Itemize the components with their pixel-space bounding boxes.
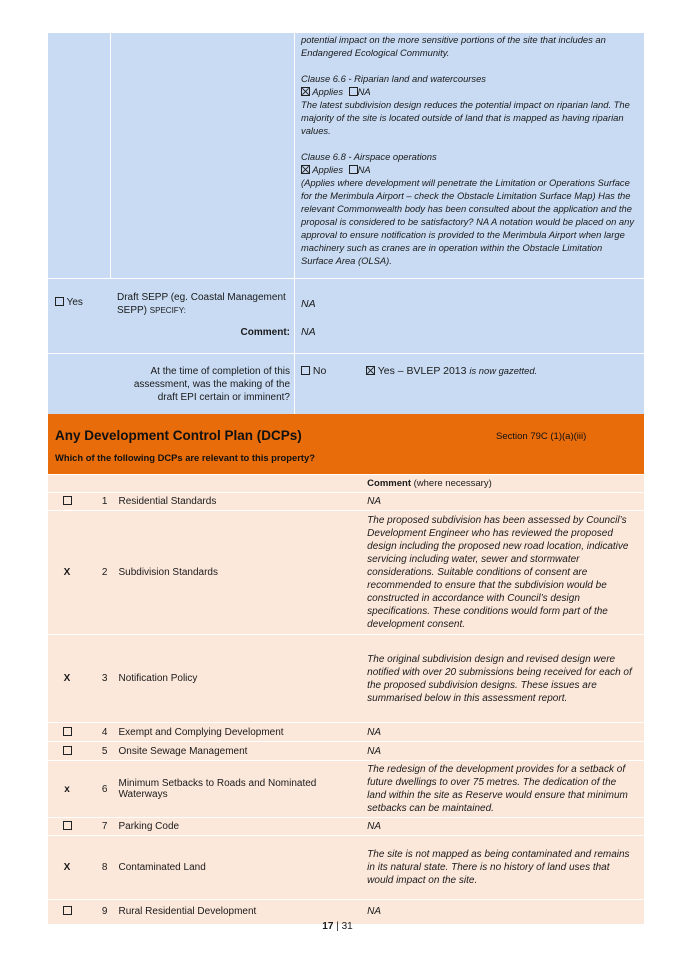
row-number: 4 — [86, 723, 115, 742]
page-separator: | — [336, 921, 339, 932]
page-footer — [0, 921, 675, 932]
row-comment: The original subdivision design and revised design were notified with over 20 submissions being received for each of the proposed subdivision designs. These issues are summarised below in this assessment report. — [358, 635, 644, 723]
dcp-question: Which of the following DCPs are relevant to this property? — [55, 452, 315, 463]
row-dcp-name: Minimum Setbacks to Roads and Nominated Waterways — [115, 761, 358, 818]
page-total: 31 — [341, 921, 353, 932]
applies-checked-checkbox[interactable] — [301, 165, 310, 174]
row-number: 8 — [86, 836, 115, 900]
epi-yes-option — [366, 365, 537, 377]
na-label: NA — [357, 164, 371, 175]
row-dcp-name: Residential Standards — [115, 493, 358, 511]
row-checkbox[interactable] — [63, 746, 72, 755]
table-row — [48, 742, 644, 761]
yes-answer-tail: is now gazetted. — [469, 365, 538, 376]
row-number: 1 — [86, 493, 115, 511]
row-comment: NA — [358, 818, 644, 836]
row-dcp-name: Contaminated Land — [115, 836, 358, 900]
yes-answer: Yes – BVLEP 2013 — [377, 365, 467, 377]
dcp-section-header — [48, 414, 644, 474]
row-comment: NA — [358, 900, 644, 924]
row-dcp-name: Subdivision Standards — [115, 511, 358, 635]
row-mark: x — [48, 761, 86, 818]
applies-checked-checkbox[interactable] — [301, 87, 310, 96]
row-number: 6 — [86, 761, 115, 818]
comment-header-bold: Comment — [367, 478, 411, 489]
table-row — [48, 511, 644, 635]
draft-sepp-yes — [55, 297, 83, 308]
specify-text: SPECIFY: — [149, 306, 186, 315]
row-comment: The redesign of the development provides for a setback of future dwellings to over 75 metres. The dedication of the land within the site as Reserve would ensure that minimum setbacks can be maintained. — [358, 761, 644, 818]
dcp-title: Any Development Control Plan (DCPs) — [55, 428, 302, 443]
yes-checkbox[interactable] — [55, 297, 64, 306]
clause-66-options — [301, 85, 636, 98]
row-mark: X — [48, 836, 86, 900]
no-checkbox[interactable] — [301, 366, 310, 375]
no-label: No — [312, 365, 327, 377]
clause-intro-paragraph: potential impact on the more sensitive portions of the site that includes an Endangered Ecological Community. — [301, 34, 606, 58]
row-dcp-name: Parking Code — [115, 818, 358, 836]
row-mark: X — [48, 635, 86, 723]
dcp-section-ref: Section 79C (1)(a)(iii) — [496, 431, 587, 442]
row-comment: NA — [358, 723, 644, 742]
row-checkbox[interactable] — [63, 496, 72, 505]
row-checkbox[interactable] — [63, 906, 72, 915]
document-page — [48, 33, 644, 924]
row-number: 5 — [86, 742, 115, 761]
na-checkbox[interactable] — [349, 87, 358, 96]
na-checkbox[interactable] — [349, 165, 358, 174]
comment-value: NA — [301, 326, 316, 338]
comment-column-header — [358, 475, 644, 493]
row-dcp-name: Rural Residential Development — [115, 900, 358, 924]
row-dcp-name: Exempt and Complying Development — [115, 723, 358, 742]
row-mark: X — [48, 511, 86, 635]
table-row — [48, 836, 644, 900]
comment-header-rest: (where necessary) — [413, 478, 492, 489]
page-number: 17 — [322, 921, 334, 932]
table-row — [48, 900, 644, 924]
row-number: 9 — [86, 900, 115, 924]
table-row — [48, 761, 644, 818]
clause-66-title: Clause 6.6 - Riparian land and watercourses — [301, 73, 486, 84]
row-number: 2 — [86, 511, 115, 635]
clause-68-options — [301, 163, 636, 176]
clause-66-text: The latest subdivision design reduces the potential impact on riparian land. The majority of the site is located outside of land that is mapped as having riparian values. — [301, 99, 630, 136]
clause-68-text: (Applies where development will penetrate the Limitation or Operations Surface for the Merimbula Airport – check the Obstacle Limitation Surface Map) Has the relevant Commonwealth body has been consulted about the application and the proposal is considered to be satisfactory? NA A notation would be placed on any approval to ensure notification is provided to the Merimbula Airport when large machinery such as cranes are in operation within the Obstacle Limitation Surface Area (OLSA). — [301, 177, 635, 266]
yes-label: Yes — [66, 297, 83, 308]
row-number: 3 — [86, 635, 115, 723]
na-label: NA — [357, 86, 371, 97]
row-checkbox[interactable] — [63, 727, 72, 736]
comment-label: Comment: — [240, 327, 290, 338]
epi-question: At the time of completion of this assessment, was the making of the draft EPI certain or imminent? — [133, 366, 290, 403]
row-dcp-name: Notification Policy — [115, 635, 358, 723]
row-comment: The proposed subdivision has been assessed by Council’s Development Engineer who has reviewed the proposed design including the proposed new road location, indicative servicing including water, sewer and stormwater considerations. Suitable conditions of consent are recommended to ensure that the subdivision would be constructed in accordance with Council’s design specifications. These conditions would form part of the development consent. — [358, 511, 644, 635]
row-comment: NA — [358, 493, 644, 511]
table-row — [48, 818, 644, 836]
row-checkbox[interactable] — [63, 821, 72, 830]
draft-sepp-value: NA — [301, 298, 316, 310]
row-comment: NA — [358, 742, 644, 761]
lep-clause-section — [48, 33, 644, 414]
epi-no-option — [301, 365, 326, 377]
applies-label: Applies — [312, 164, 344, 175]
clause-68-title: Clause 6.8 - Airspace operations — [301, 151, 437, 162]
table-row — [48, 635, 644, 723]
dcp-table — [48, 474, 644, 924]
yes-checked-checkbox[interactable] — [366, 366, 375, 375]
row-dcp-name: Onsite Sewage Management — [115, 742, 358, 761]
table-row — [48, 493, 644, 511]
table-header-row — [48, 475, 644, 493]
row-comment: The site is not mapped as being contaminated and remains in its natural state. There is no history of land uses that would impact on the site. — [358, 836, 644, 900]
applies-label: Applies — [312, 86, 344, 97]
draft-sepp-text: Draft SEPP (eg. Coastal Management SEPP) — [117, 292, 286, 316]
clause-text-block — [301, 33, 636, 267]
row-number: 7 — [86, 818, 115, 836]
draft-sepp-label — [117, 291, 287, 317]
table-row — [48, 723, 644, 742]
